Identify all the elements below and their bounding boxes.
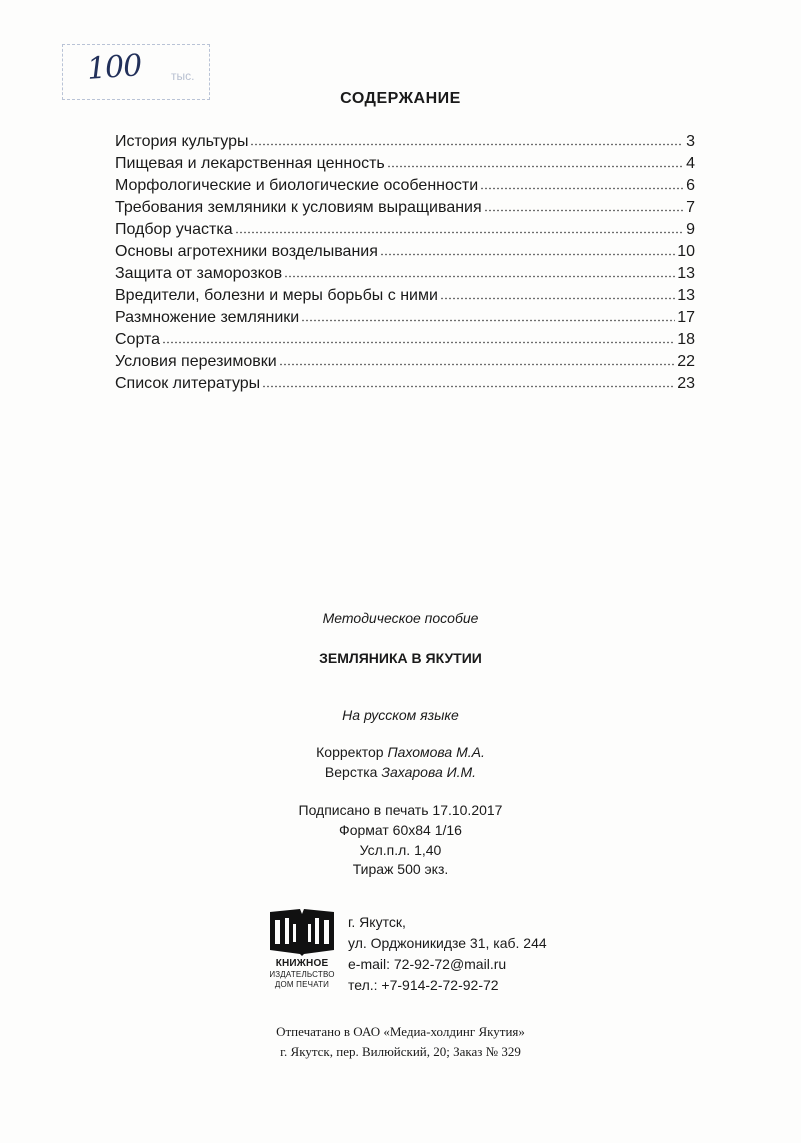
format-line: Формат 60x84 1/16 [339, 822, 462, 838]
toc-leader [279, 353, 676, 366]
signed-line: Подписано в печать 17.10.2017 [298, 802, 503, 818]
run-line: Тираж 500 экз. [352, 861, 449, 877]
toc-row [115, 351, 695, 373]
address-email: e-mail: 72-92-72@mail.ru [348, 956, 507, 972]
address-street: ул. Орджоникидзе 31, каб. 244 [348, 935, 547, 951]
toc-row [115, 263, 695, 285]
toc-page: 17 [677, 309, 695, 326]
toc-page: 9 [686, 221, 695, 238]
publisher-logo [266, 906, 338, 992]
genre-line: Методическое пособие [322, 610, 479, 626]
publisher-block [266, 906, 586, 992]
toc-label: История культуры [115, 133, 249, 150]
printer-info [0, 1022, 801, 1062]
toc-label: Размножение земляники [115, 309, 300, 326]
toc-label: Сорта [115, 331, 161, 348]
toc-row [115, 131, 695, 153]
toc-label: Вредители, болезни и меры борьбы с ними [115, 287, 438, 304]
logo-line2: ИЗДАТЕЛЬСТВО [269, 970, 335, 979]
sheets-line: Усл.п.л. 1,40 [359, 842, 442, 858]
logo-line3: ДОМ ПЕЧАТИ [274, 980, 330, 989]
printer-line2: г. Якутск, пер. Вилюйский, 20; Заказ № 329 [280, 1044, 521, 1059]
toc-label: Подбор участка [115, 221, 233, 238]
stamp-number: 100 [85, 48, 143, 87]
toc-label: Защита от заморозков [115, 265, 283, 282]
book-title: ЗЕМЛЯНИКА В ЯКУТИИ [319, 650, 482, 666]
corrector-line [0, 744, 801, 760]
toc-row [115, 329, 695, 351]
corrector-name: Пахомова М.А. [387, 744, 485, 760]
toc-page: 6 [686, 177, 695, 194]
table-of-contents [115, 131, 695, 395]
toc-row [115, 197, 695, 219]
toc-leader [250, 133, 683, 146]
toc-leader [484, 199, 683, 212]
toc-page: 7 [686, 199, 695, 216]
corrector-label: Корректор [316, 744, 384, 760]
toc-page: 4 [686, 155, 695, 172]
toc-label: Список литературы [115, 375, 261, 392]
toc-page: 22 [677, 353, 695, 370]
toc-leader [480, 177, 683, 190]
toc-label: Условия перезимовки [115, 353, 277, 370]
toc-label: Пищевая и лекарственная ценность [115, 155, 385, 172]
toc-row [115, 285, 695, 307]
toc-leader [440, 287, 675, 300]
toc-row [115, 307, 695, 329]
toc-page: 18 [677, 331, 695, 348]
layout-label: Верстка [324, 764, 378, 780]
toc-label: Требования земляники к условиям выращивания [115, 199, 482, 216]
toc-leader [301, 309, 675, 322]
layout-line [0, 764, 801, 780]
printer-line1: Отпечатано в ОАО «Медиа-холдинг Якутия» [276, 1024, 525, 1039]
stamp-faint-text: тыс. [171, 69, 195, 83]
toc-page: 23 [677, 375, 695, 392]
toc-leader [380, 243, 675, 256]
language-line: На русском языке [342, 707, 459, 723]
publisher-address [348, 912, 547, 996]
toc-page: 13 [677, 265, 695, 282]
toc-page: 3 [686, 133, 695, 150]
toc-leader [235, 221, 683, 234]
toc-row [115, 219, 695, 241]
toc-row [115, 175, 695, 197]
toc-label: Морфологические и биологические особенности [115, 177, 479, 194]
address-phone: тел.: +7-914-2-72-92-72 [348, 977, 499, 993]
toc-row [115, 153, 695, 175]
toc-row [115, 373, 695, 395]
logo-line1: КНИЖНОЕ [275, 958, 329, 969]
toc-page: 10 [677, 243, 695, 260]
toc-title: СОДЕРЖАНИЕ [340, 90, 461, 107]
toc-leader [162, 331, 675, 344]
toc-leader [387, 155, 683, 168]
toc-page: 13 [677, 287, 695, 304]
toc-leader [262, 375, 675, 388]
toc-row [115, 241, 695, 263]
toc-leader [284, 265, 675, 278]
open-book-logo-icon [266, 906, 338, 958]
toc-label: Основы агротехники возделывания [115, 243, 378, 260]
address-city: г. Якутск, [348, 914, 406, 930]
layout-name: Захарова И.М. [381, 764, 477, 780]
